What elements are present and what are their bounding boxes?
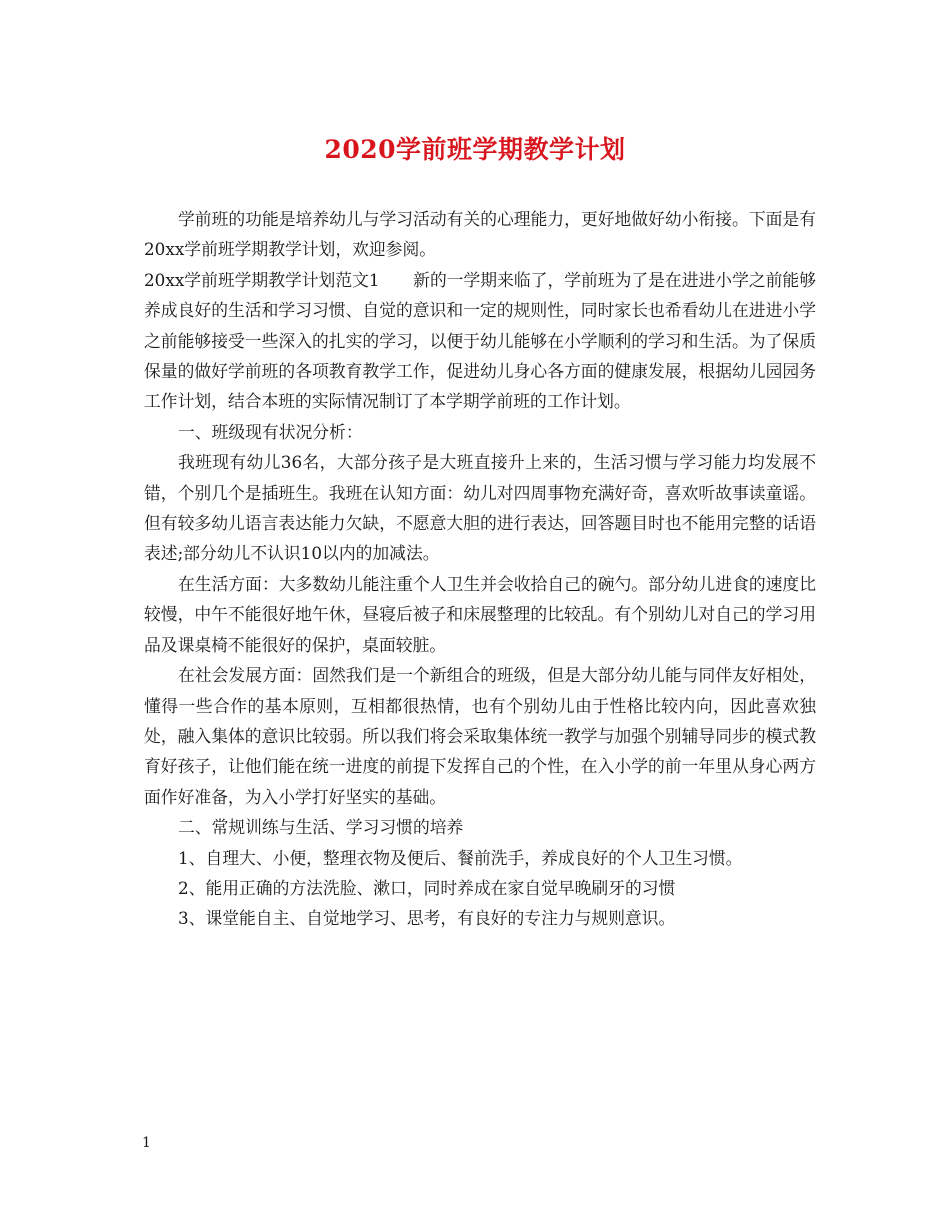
paragraph-daily-life: 在生活方面：大多数幼儿能注重个人卫生并会收拾自己的碗勺。部分幼儿进食的速度比较慢，中午不能很好地午休，昼寝后被子和床展整理的比较乱。有个别幼儿对自己的学习用品及课桌椅不能很好的保护，桌面较脏。	[144, 573, 816, 655]
page-number: 1	[142, 1135, 151, 1151]
list-item-3: 3、课堂能自主、自觉地学习、思考，有良好的专注力与规则意识。	[178, 908, 676, 929]
list-item-1: 1、自理大、小便，整理衣物及便后、餐前洗手，养成良好的个人卫生习惯。	[178, 847, 743, 868]
paragraph-intro: 学前班的功能是培养幼儿与学习活动有关的心理能力，更好地做好幼小衔接。下面是有20xx学前班学期教学计划，欢迎参阅。	[144, 209, 816, 260]
document-body	[144, 204, 816, 934]
section-heading-routine-training: 二、常规训练与生活、学习习惯的培养	[178, 817, 464, 838]
paragraph-cognition: 我班现有幼儿36名，大部分孩子是大班直接升上来的，生活习惯与学习能力均发展不错，个别几个是插班生。我班在认知方面：幼儿对四周事物充满好奇，喜欢听故事读童谣。但有较多幼儿语言表达能力欠缺，不愿意大胆的进行表达，回答题目时也不能用完整的话语表述;部分幼儿不认识10以内的加减法。	[144, 452, 816, 564]
document-title: 2020学前班学期教学计划	[324, 135, 626, 164]
list-item-2: 2、能用正确的方法洗脸、漱口，同时养成在家自觉早晚刷牙的习惯	[178, 877, 676, 898]
paragraph-social-development: 在社会发展方面：固然我们是一个新组合的班级，但是大部分幼儿能与同伴友好相处，懂得一些合作的基本原则，互相都很热情，也有个别幼儿由于性格比较内向，因此喜欢独处，融入集体的意识比较弱。所以我们将会采取集体统一教学与加强个别辅导同步的模式教育好孩子，让他们能在统一进度的前提下发挥自己的个性，在入小学的前一年里从身心两方面作好准备，为入小学打好坚实的基础。	[144, 665, 816, 807]
section-heading-class-analysis: 一、班级现有状况分析：	[178, 421, 363, 442]
paragraph-plan-overview: 20xx学前班学期教学计划范文1 新的一学期来临了，学前班为了是在进进小学之前能够养成良好的生活和学习习惯、自觉的意识和一定的规则性，同时家长也希看幼儿在进进小学之前能够接受一些深入的扎实的学习，以便于幼儿能够在小学顺利的学习和生活。为了保质保量的做好学前班的各项教育教学工作，促进幼儿身心各方面的健康发展，根据幼儿园园务工作计划，结合本班的实际情况制订了本学期学前班的工作计划。	[144, 269, 816, 412]
